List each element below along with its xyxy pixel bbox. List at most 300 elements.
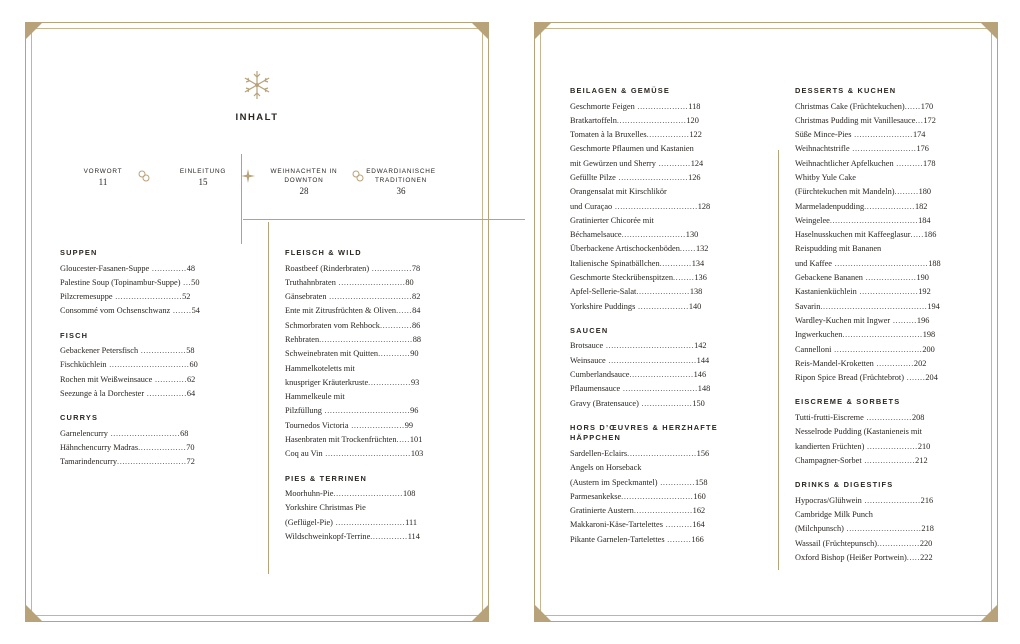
entry-title: und Kaffee bbox=[795, 258, 832, 268]
toc-entry[interactable] bbox=[285, 290, 470, 304]
entry-page: 111 bbox=[405, 517, 417, 527]
entry-title: Consommé vom Ochsenschwanz bbox=[60, 306, 171, 316]
entry-title: Ingwerkuchen bbox=[795, 330, 843, 340]
entry-page: 114 bbox=[407, 532, 420, 542]
entry-title: Ente mit Zitrusfrüchten & Oliven bbox=[285, 306, 397, 316]
entry-leader: ............................... bbox=[612, 201, 698, 211]
entry-title: (Milchpunsch) bbox=[795, 524, 844, 534]
toc-section bbox=[60, 248, 245, 319]
entry-title: Gravy (Bratensauce) bbox=[570, 398, 639, 408]
chapter-item[interactable] bbox=[254, 167, 354, 196]
entry-page: 126 bbox=[688, 172, 701, 182]
toc-entry[interactable] bbox=[570, 447, 758, 461]
toc-entry[interactable] bbox=[570, 490, 758, 504]
chapter-page: 15 bbox=[198, 177, 208, 187]
toc-entry[interactable] bbox=[285, 390, 470, 404]
toc-entry[interactable] bbox=[795, 257, 985, 271]
entry-page: 184 bbox=[918, 215, 931, 225]
entry-leader: ... bbox=[180, 277, 192, 287]
entry-leader: ................... bbox=[635, 301, 689, 311]
toc-entry[interactable] bbox=[285, 276, 470, 290]
toc-section bbox=[795, 86, 985, 385]
entry-leader: ............ bbox=[378, 349, 411, 359]
corner-ornament-icon bbox=[25, 22, 43, 40]
toc-entry[interactable] bbox=[795, 271, 985, 285]
entry-page: 54 bbox=[191, 306, 200, 316]
entry-leader: ........ bbox=[673, 273, 695, 283]
entry-title: Geschmorte Steckrübenspitzen bbox=[570, 273, 673, 283]
entry-leader: ................... bbox=[862, 273, 917, 283]
entry-leader: ...................... bbox=[856, 287, 919, 297]
section-title: SAUCEN bbox=[570, 325, 609, 335]
section-title: HORS D’ŒUVRES & HERZHAFTE HÄPPCHEN bbox=[570, 422, 718, 443]
toc-entry[interactable] bbox=[285, 530, 470, 544]
entry-page: 84 bbox=[412, 306, 421, 316]
entry-page: 180 bbox=[918, 187, 932, 197]
entry-leader: .......................... bbox=[615, 172, 689, 182]
toc-entry[interactable] bbox=[795, 185, 985, 199]
toc-entry[interactable] bbox=[795, 314, 985, 328]
entry-page: 130 bbox=[685, 230, 699, 240]
entry-title: Rochen mit Weißweinsauce bbox=[60, 374, 153, 384]
entry-title: Nesselrode Pudding (Kastanieneis mit bbox=[795, 427, 922, 437]
toc-entry[interactable] bbox=[570, 382, 758, 396]
entry-page: 134 bbox=[691, 258, 705, 268]
toc-entry[interactable] bbox=[285, 447, 470, 461]
entry-leader: ......... bbox=[890, 315, 917, 325]
entry-leader: ................. bbox=[138, 346, 187, 356]
entry-leader: ...... bbox=[679, 244, 696, 254]
entry-title: Wassail (Früchtepunsch) bbox=[795, 538, 878, 548]
toc-entry[interactable] bbox=[285, 487, 470, 501]
entry-page: 128 bbox=[697, 201, 711, 211]
toc-entry[interactable] bbox=[795, 357, 985, 371]
entry-leader: ................................. bbox=[829, 215, 919, 225]
entry-title: kandierten Früchten) bbox=[795, 441, 865, 451]
entry-leader: .............................. bbox=[106, 360, 190, 370]
toc-entry[interactable] bbox=[570, 257, 758, 271]
toc-entry[interactable] bbox=[795, 328, 985, 342]
entry-leader: ............... bbox=[369, 263, 412, 273]
entry-page: 90 bbox=[410, 349, 419, 359]
entry-title: Gefüllte Pilze bbox=[570, 172, 616, 182]
entry-page: 118 bbox=[688, 101, 701, 111]
entry-title: Angels on Horseback bbox=[570, 463, 642, 473]
toc-entry[interactable] bbox=[795, 214, 985, 228]
entry-title: Hammelkeule mit bbox=[285, 392, 345, 402]
section-title: DRINKS & DIGESTIFS bbox=[795, 480, 894, 490]
entry-title: Christmas Cake (Früchtekuchen) bbox=[795, 101, 905, 111]
entry-leader: ............... bbox=[144, 389, 187, 399]
entry-leader: ........................ bbox=[629, 370, 694, 380]
entry-title: (Geflügel-Pie) bbox=[285, 517, 333, 527]
toc-entry[interactable] bbox=[60, 427, 245, 441]
chapter-label: EDWARDIANISCHE TRADITIONEN bbox=[366, 168, 436, 184]
toc-entry[interactable] bbox=[795, 128, 985, 142]
entry-title: Tournedos Victoria bbox=[285, 420, 349, 430]
entry-title: Hähnchencurry Madras bbox=[60, 443, 139, 453]
entry-title: Pflaumensauce bbox=[570, 384, 621, 394]
entry-leader: ............................ bbox=[620, 384, 698, 394]
entry-leader: .......................... bbox=[616, 115, 687, 125]
toc-entry[interactable] bbox=[795, 343, 985, 357]
entry-page: 72 bbox=[186, 457, 195, 467]
entry-title: Hypocras/Glühwein bbox=[795, 495, 862, 505]
toc-entry[interactable] bbox=[570, 114, 758, 128]
entry-title: Gebackener Petersfisch bbox=[60, 346, 139, 356]
entry-page: 212 bbox=[915, 455, 928, 465]
entry-title: Hammelkoteletts mit bbox=[285, 363, 355, 373]
toc-entry[interactable] bbox=[795, 371, 985, 385]
entry-title: (Fürchtekuchen mit Mandeln) bbox=[795, 187, 895, 197]
entry-leader: ................................... bbox=[831, 258, 929, 268]
chapter-page: 28 bbox=[299, 186, 309, 196]
entry-title: Wardley-Kuchen mit Ingwer bbox=[795, 315, 891, 325]
toc-entry[interactable] bbox=[795, 100, 985, 114]
chapter-list bbox=[65, 167, 465, 207]
entry-page: 208 bbox=[911, 412, 925, 422]
entry-leader: ................... bbox=[634, 101, 689, 111]
entry-leader: .............. bbox=[370, 532, 408, 542]
entry-title: Weinsauce bbox=[570, 355, 606, 365]
corner-ornament-icon bbox=[471, 604, 489, 622]
snowflake-icon bbox=[241, 69, 273, 101]
left-page bbox=[25, 22, 489, 622]
toc-entry[interactable] bbox=[60, 276, 245, 290]
entry-leader: ........................... bbox=[621, 491, 694, 501]
entry-page: 192 bbox=[918, 287, 931, 297]
entry-title: Garnelencurry bbox=[60, 428, 108, 438]
toc-entry[interactable] bbox=[60, 290, 245, 304]
toc-entry[interactable] bbox=[795, 537, 985, 551]
entry-title: Cannelloni bbox=[795, 344, 832, 354]
toc-entry[interactable] bbox=[285, 319, 470, 333]
toc-entry[interactable] bbox=[795, 285, 985, 299]
entry-title: Überbackene Artischockenböden bbox=[570, 244, 680, 254]
divider bbox=[241, 154, 242, 244]
toc-entry[interactable] bbox=[795, 142, 985, 156]
entry-title: Reispudding mit Bananen bbox=[795, 244, 882, 254]
entry-page: 80 bbox=[405, 277, 414, 287]
entry-leader: ................. bbox=[863, 412, 912, 422]
toc-entry[interactable] bbox=[795, 171, 985, 185]
toc-section bbox=[60, 331, 245, 402]
toc-entry[interactable] bbox=[570, 354, 758, 368]
entry-page: 190 bbox=[916, 273, 929, 283]
entry-title: Sardellen-Eclairs bbox=[570, 448, 628, 458]
entry-page: 58 bbox=[186, 346, 195, 356]
entry-title: Coq au Vin bbox=[285, 449, 323, 459]
entry-title: Pikante Garnelen-Tartelettes bbox=[570, 534, 665, 544]
toc-entry[interactable] bbox=[795, 454, 985, 468]
entry-page: 96 bbox=[410, 406, 419, 416]
toc-entry[interactable] bbox=[570, 461, 758, 475]
entry-leader: ... bbox=[915, 115, 924, 125]
entry-page: 146 bbox=[693, 370, 707, 380]
entry-title: Roastbeef (Rinderbraten) bbox=[285, 263, 370, 273]
entry-page: 82 bbox=[412, 292, 421, 302]
toc-entry[interactable] bbox=[570, 228, 758, 242]
entry-leader: .......................... bbox=[332, 517, 406, 527]
entry-leader: ..... bbox=[906, 552, 921, 562]
toc-section bbox=[795, 480, 985, 565]
entry-page: 68 bbox=[180, 428, 189, 438]
entry-title: Whitby Yule Cake bbox=[795, 172, 856, 182]
toc-entry[interactable] bbox=[795, 494, 985, 508]
toc-entry[interactable] bbox=[570, 518, 758, 532]
divider bbox=[778, 150, 779, 570]
entry-leader: ....... bbox=[170, 306, 192, 316]
section-title: FISCH bbox=[60, 330, 89, 340]
chapter-item[interactable] bbox=[351, 167, 451, 196]
entry-page: 99 bbox=[404, 420, 413, 430]
chapter-label: VORWORT bbox=[83, 168, 123, 175]
entry-page: 198 bbox=[922, 330, 936, 340]
entry-leader: ............ bbox=[152, 374, 188, 384]
entry-title: Moorhuhn-Pie bbox=[285, 489, 334, 499]
star-icon bbox=[241, 169, 255, 183]
entry-page: 120 bbox=[686, 115, 699, 125]
corner-ornament-icon bbox=[980, 604, 998, 622]
toc-entry[interactable] bbox=[570, 271, 758, 285]
entry-page: 164 bbox=[692, 520, 705, 530]
entry-title: und Curaçao bbox=[570, 201, 613, 211]
entry-leader: ........................ bbox=[849, 144, 917, 154]
entry-page: 186 bbox=[923, 230, 937, 240]
toc-entry[interactable] bbox=[285, 347, 470, 361]
page-title: INHALT bbox=[235, 112, 279, 123]
entry-title: Rehbraten bbox=[285, 334, 320, 344]
toc-entry[interactable] bbox=[570, 142, 758, 156]
toc-entry[interactable] bbox=[285, 333, 470, 347]
toc-entry[interactable] bbox=[795, 242, 985, 256]
entry-page: 222 bbox=[920, 552, 933, 562]
toc-entry[interactable] bbox=[795, 200, 985, 214]
entry-title: Weihnachtstrifle bbox=[795, 144, 850, 154]
entry-leader: ....... bbox=[904, 373, 926, 383]
toc-column bbox=[795, 86, 985, 577]
toc-entry[interactable] bbox=[60, 387, 245, 401]
toc-entry[interactable] bbox=[795, 228, 985, 242]
toc-entry[interactable] bbox=[570, 339, 758, 353]
toc-entry[interactable] bbox=[285, 304, 470, 318]
toc-section bbox=[570, 86, 758, 314]
entry-leader: ...................... bbox=[633, 506, 693, 516]
entry-page: 103 bbox=[410, 449, 424, 459]
entry-leader: .................... bbox=[636, 287, 690, 297]
entry-leader: .......................... bbox=[107, 428, 181, 438]
toc-entry[interactable] bbox=[570, 128, 758, 142]
entry-page: 50 bbox=[191, 277, 200, 287]
toc-entry[interactable] bbox=[285, 433, 470, 447]
entry-page: 122 bbox=[689, 130, 702, 140]
entry-page: 60 bbox=[189, 360, 198, 370]
entry-leader: ...................... bbox=[851, 130, 913, 140]
entry-title: Italienische Spinatbällchen bbox=[570, 258, 660, 268]
entry-title: (Austern im Speckmantel) bbox=[570, 477, 658, 487]
entry-page: 166 bbox=[691, 534, 704, 544]
divider bbox=[243, 219, 525, 220]
toc-entry[interactable] bbox=[795, 440, 985, 454]
entry-leader: ......................... bbox=[112, 292, 183, 302]
toc-column bbox=[60, 248, 245, 482]
toc-entry[interactable] bbox=[795, 157, 985, 171]
toc-column bbox=[285, 248, 470, 556]
toc-entry[interactable] bbox=[60, 441, 245, 455]
toc-section bbox=[285, 474, 470, 545]
entry-title: Gänsebraten bbox=[285, 292, 327, 302]
entry-page: 176 bbox=[916, 144, 929, 154]
entry-leader: .......................... bbox=[117, 457, 187, 467]
toc-entry[interactable] bbox=[570, 100, 758, 114]
corner-ornament-icon bbox=[534, 22, 552, 40]
entry-leader: ................... bbox=[864, 441, 918, 451]
entry-leader: .............................. bbox=[842, 330, 923, 340]
entry-leader: .......... bbox=[893, 158, 924, 168]
toc-section bbox=[570, 423, 758, 547]
entry-page: 150 bbox=[692, 398, 705, 408]
toc-entry[interactable] bbox=[570, 214, 758, 228]
entry-title: mit Gewürzen und Sherry bbox=[570, 158, 656, 168]
entry-title: Schweinebraten mit Quitten bbox=[285, 349, 379, 359]
toc-entry[interactable] bbox=[60, 373, 245, 387]
entry-title: Béchamelsauce bbox=[570, 230, 622, 240]
entry-page: 218 bbox=[921, 524, 934, 534]
section-title: DESSERTS & KUCHEN bbox=[795, 86, 897, 95]
chapter-item[interactable] bbox=[153, 167, 253, 187]
toc-entry[interactable] bbox=[795, 300, 985, 314]
section-title: BEILAGEN & GEMÜSE bbox=[570, 86, 671, 95]
toc-entry[interactable] bbox=[285, 404, 470, 418]
toc-entry[interactable] bbox=[570, 157, 758, 171]
entry-title: Oxford Bishop (Heißer Portwein) bbox=[795, 552, 907, 562]
toc-entry[interactable] bbox=[795, 114, 985, 128]
toc-entry[interactable] bbox=[60, 344, 245, 358]
toc-entry[interactable] bbox=[285, 516, 470, 530]
toc-entry[interactable] bbox=[60, 455, 245, 469]
toc-entry[interactable] bbox=[570, 242, 758, 256]
entry-page: 200 bbox=[922, 344, 935, 354]
entry-page: 210 bbox=[917, 441, 931, 451]
entry-page: 182 bbox=[914, 201, 928, 211]
entry-page: 178 bbox=[923, 158, 936, 168]
entry-leader: ......... bbox=[894, 187, 919, 197]
entry-title: Pilzfüllung bbox=[285, 406, 322, 416]
entry-title: Pilzcremesuppe bbox=[60, 292, 113, 302]
toc-entry[interactable] bbox=[285, 501, 470, 515]
entry-leader: ............................... bbox=[326, 292, 413, 302]
toc-entry[interactable] bbox=[570, 368, 758, 382]
toc-entry[interactable] bbox=[795, 551, 985, 565]
entry-page: 144 bbox=[696, 355, 710, 365]
toc-entry[interactable] bbox=[795, 522, 985, 536]
entry-leader: .................. bbox=[138, 443, 187, 453]
entry-page: 101 bbox=[409, 435, 423, 445]
toc-entry[interactable] bbox=[285, 376, 470, 390]
toc-entry[interactable] bbox=[285, 362, 470, 376]
entry-title: Tamarindencurry bbox=[60, 457, 118, 467]
toc-entry[interactable] bbox=[570, 397, 758, 411]
toc-entry[interactable] bbox=[60, 358, 245, 372]
toc-entry[interactable] bbox=[60, 304, 245, 318]
toc-entry[interactable] bbox=[570, 476, 758, 490]
entry-leader: ................... bbox=[638, 398, 693, 408]
entry-leader: ................................. bbox=[603, 341, 695, 351]
entry-leader: ............. bbox=[657, 477, 696, 487]
toc-section bbox=[285, 248, 470, 462]
entry-title: Seezunge à la Dorchester bbox=[60, 389, 145, 399]
entry-title: Cumberlandsauce bbox=[570, 370, 630, 380]
entry-page: 156 bbox=[696, 448, 710, 458]
entry-page: 216 bbox=[920, 495, 934, 505]
entry-title: Kastanienküchlein bbox=[795, 287, 857, 297]
entry-title: Haselnusskuchen mit Kaffeeglasur bbox=[795, 230, 911, 240]
entry-leader: ................ bbox=[646, 130, 690, 140]
entry-page: 70 bbox=[186, 443, 195, 453]
toc-entry[interactable] bbox=[795, 508, 985, 522]
entry-leader: ................................ bbox=[321, 406, 411, 416]
entry-leader: ............ bbox=[655, 158, 691, 168]
entry-page: 48 bbox=[186, 263, 195, 273]
toc-section bbox=[795, 397, 985, 468]
section-title: CURRYS bbox=[60, 413, 99, 423]
toc-entry[interactable] bbox=[60, 262, 245, 276]
entry-title: Yorkshire Christmas Pie bbox=[285, 503, 366, 513]
entry-title: Bratkartoffeln bbox=[570, 115, 617, 125]
toc-entry[interactable] bbox=[570, 504, 758, 518]
entry-title: Geschmorte Pflaumen und Kastanien bbox=[570, 144, 694, 154]
entry-page: 202 bbox=[913, 358, 927, 368]
chapter-page: 36 bbox=[396, 186, 406, 196]
section-title: EISCREME & SORBETS bbox=[795, 397, 901, 407]
toc-entry[interactable] bbox=[570, 200, 758, 214]
section-title: FLEISCH & WILD bbox=[285, 248, 362, 257]
entry-page: 108 bbox=[402, 489, 416, 499]
toc-entry[interactable] bbox=[285, 262, 470, 276]
entry-page: 138 bbox=[689, 287, 703, 297]
corner-ornament-icon bbox=[25, 604, 43, 622]
entry-title: Palestine Soup (Topinambur-Suppe) bbox=[60, 277, 181, 287]
toc-entry[interactable] bbox=[570, 533, 758, 547]
entry-page: 158 bbox=[695, 477, 708, 487]
chapter-label: WEIHNACHTEN IN DOWNTON bbox=[270, 168, 338, 184]
entry-title: Gratinierte Austern bbox=[570, 506, 634, 516]
entry-page: 188 bbox=[928, 258, 941, 268]
chapter-page: 11 bbox=[98, 177, 108, 187]
entry-page: 88 bbox=[412, 334, 422, 344]
entry-page: 132 bbox=[695, 244, 709, 254]
entry-title: Wildschweinkopf-Terrine bbox=[285, 532, 371, 542]
entry-title: Tomaten à la Bruxelles bbox=[570, 130, 647, 140]
entry-page: 170 bbox=[920, 101, 934, 111]
entry-page: 160 bbox=[693, 491, 706, 501]
entry-title: Champagner-Sorbet bbox=[795, 455, 862, 465]
toc-entry[interactable] bbox=[570, 171, 758, 185]
toc-entry[interactable] bbox=[570, 300, 758, 314]
entry-title: Cambridge Milk Punch bbox=[795, 509, 873, 519]
toc-entry[interactable] bbox=[795, 425, 985, 439]
entry-title: Marmeladenpudding bbox=[795, 201, 865, 211]
toc-entry[interactable] bbox=[285, 419, 470, 433]
toc-entry[interactable] bbox=[795, 411, 985, 425]
toc-entry[interactable] bbox=[570, 185, 758, 199]
entry-leader: ...... bbox=[396, 306, 413, 316]
toc-entry[interactable] bbox=[570, 285, 758, 299]
right-page bbox=[534, 22, 998, 622]
entry-leader: ................... bbox=[861, 455, 916, 465]
entry-title: Parmesankekse bbox=[570, 491, 622, 501]
entry-page: 204 bbox=[925, 373, 938, 383]
